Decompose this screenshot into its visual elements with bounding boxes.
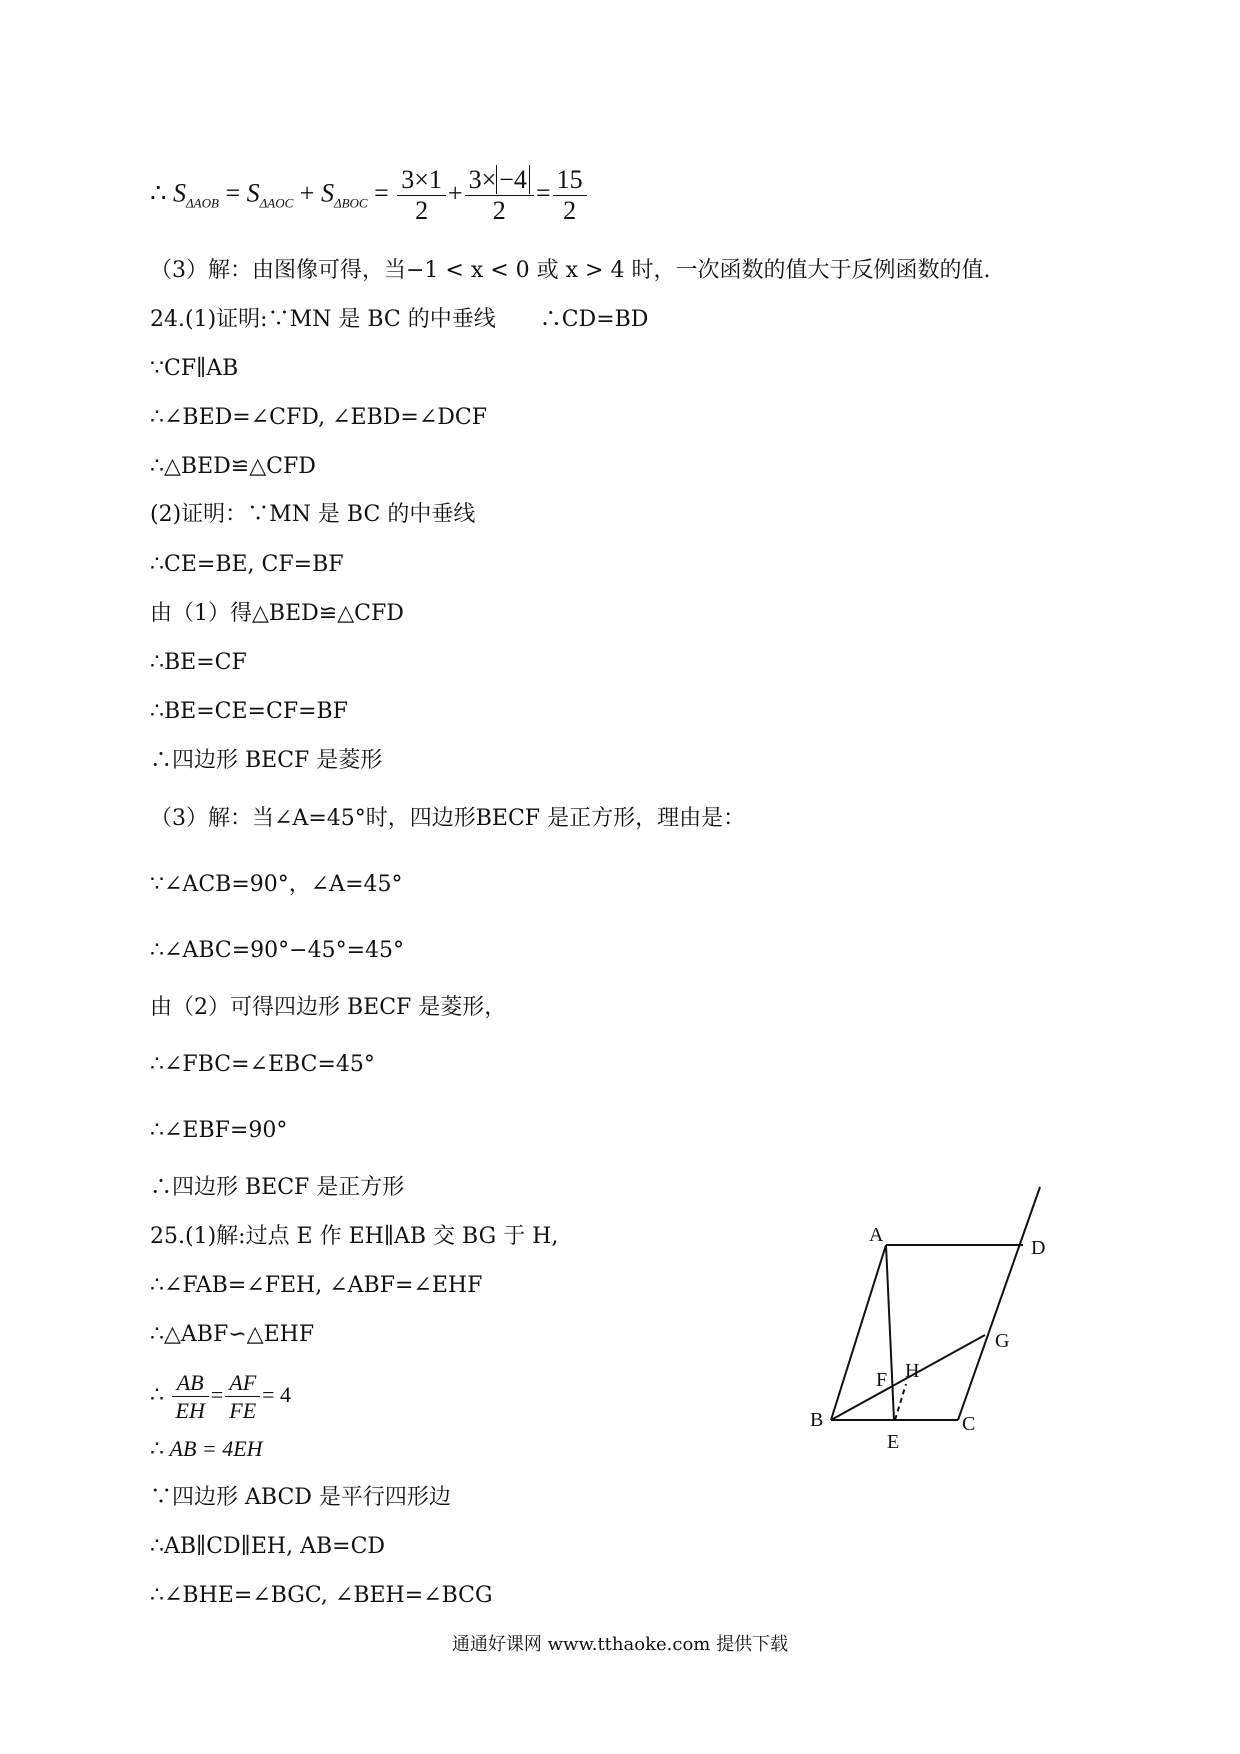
text-line-09: 由（1）得△BED≌△CFD	[150, 601, 404, 626]
label-b: B	[810, 1409, 824, 1431]
text-line-06: ∴△BED≌△CFD	[150, 454, 316, 479]
label-f: F	[876, 1369, 888, 1391]
text-line-05: ∴∠BED=∠CFD, ∠EBD=∠DCF	[150, 405, 488, 430]
text-line-19: ∴四边形 BECF 是正方形	[150, 1175, 405, 1200]
fraction-15-over-2: $\frac{15}{2}$	[553, 165, 587, 226]
text-line-08: ∴CE=BE, CF=BF	[150, 552, 344, 577]
fraction-3xabs-over-2: $\frac{3\times -4}{2}$	[465, 165, 534, 226]
line-cd-extended	[958, 1187, 1040, 1420]
text-line-07: (2)证明：∵MN 是 BC 的中垂线	[150, 502, 476, 527]
label-d: D	[1031, 1237, 1046, 1259]
area-formula-line: ∴ $S_{\Delta AOB} = S_{\Delta AOC} + S_{\Delta BOC}$ = $\frac{3\times 1}{2}$ + $\frac{3\times -4}{2}$ = $\frac{15}{2}$	[150, 165, 589, 226]
label-c: C	[962, 1413, 976, 1435]
text-line-18: ∴∠EBF=90°	[150, 1118, 288, 1143]
fraction-3x1-over-2: $\frac{3\times 1}{2}$	[397, 165, 446, 226]
text-line-02: （3）解：由图像可得，当−1 < x < 0 或 x > 4 时，一次函数的值大于反例函数的值.	[150, 258, 991, 283]
text-line-15: ∴∠ABC=90°−45°=45°	[150, 938, 405, 963]
text-line-27: ∴∠BHE=∠BGC, ∠BEH=∠BCG	[150, 1583, 493, 1608]
text-line-14: ∵∠ACB=90°，∠A=45°	[150, 872, 403, 897]
text-line-12: ∴四边形 BECF 是菱形	[150, 748, 383, 773]
ab-equals-4eh-line: ∴ AB = 4EH	[150, 1436, 263, 1461]
text-line-10: ∴BE=CF	[150, 650, 247, 675]
text-line-25: ∵四边形 ABCD 是平行四形边	[150, 1485, 451, 1510]
fraction-af-over-fe: $\frac{AF}{FE}$	[225, 1369, 260, 1424]
text-line-20: 25.(1)解:过点 E 作 EH∥AB 交 BG 于 H,	[150, 1224, 559, 1249]
label-a: A	[869, 1224, 884, 1246]
segment-eh-dashed	[895, 1384, 906, 1420]
label-h: H	[905, 1360, 920, 1382]
text-line-17: ∴∠FBC=∠EBC=45°	[150, 1052, 375, 1077]
text-line-11: ∴BE=CE=CF=BF	[150, 699, 348, 724]
therefore-symbol: ∴	[150, 178, 167, 208]
text-line-03: 24.(1)证明:∵MN 是 BC 的中垂线 ∴CD=BD	[150, 307, 649, 332]
segment-ae	[886, 1245, 894, 1420]
text-line-16: 由（2）可得四边形 BECF 是菱形，	[150, 995, 507, 1020]
text-line-13: （3）解：当∠A=45°时，四边形BECF 是正方形，理由是：	[150, 806, 746, 831]
fraction-ab-over-eh: $\frac{AB}{EH}$	[172, 1369, 209, 1424]
text-line-04: ∵CF∥AB	[150, 356, 239, 381]
text-line-21: ∴∠FAB=∠FEH, ∠ABF=∠EHF	[150, 1273, 483, 1298]
text-line-22: ∴△ABF∽△EHF	[150, 1322, 315, 1347]
therefore-symbol: ∴	[150, 1436, 164, 1461]
label-g: G	[995, 1330, 1010, 1352]
page-footer: 通通好课网 www.tthaoke.com 提供下载	[451, 1634, 789, 1655]
parallelogram-figure	[795, 1175, 1075, 1460]
therefore-symbol: ∴	[150, 1382, 164, 1407]
text-line-26: ∴AB∥CD∥EH, AB=CD	[150, 1534, 386, 1559]
label-e: E	[887, 1431, 900, 1453]
ratio-formula-line: ∴ $\frac{AB}{EH}$ = $\frac{AF}{FE}$ = 4	[150, 1370, 292, 1424]
